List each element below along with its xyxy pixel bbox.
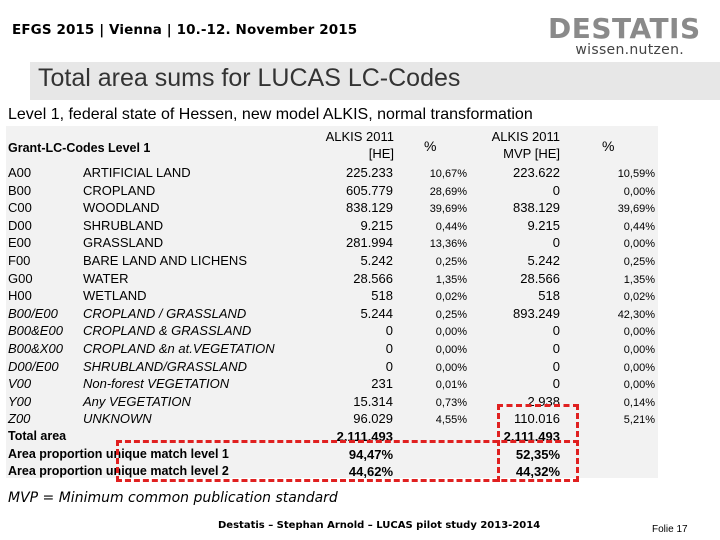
row-mvp-value: 0	[552, 182, 560, 198]
row-mvp-percent: 0,00%	[623, 238, 655, 251]
pct-column-header: %	[424, 138, 437, 154]
row-alkis-value: 518	[371, 288, 393, 304]
row-description: Any VEGETATION	[83, 393, 191, 409]
row-description: UNKNOWN	[83, 411, 152, 427]
summary-label: Area proportion unique match level 1	[8, 446, 229, 461]
highlight-box-mvp	[497, 404, 579, 482]
row-mvp-value: 2.938	[527, 393, 560, 409]
row-code: E00	[8, 235, 32, 251]
row-alkis-percent: 0,44%	[435, 220, 467, 233]
row-code: F00	[8, 253, 31, 268]
row-description: CROPLAND & GRASSLAND	[83, 323, 252, 339]
row-mvp-percent: 5,21%	[623, 414, 655, 427]
row-alkis-value: 5.244	[360, 305, 393, 321]
row-alkis-percent: 0,25%	[435, 308, 467, 321]
row-mvp-value: 518	[538, 288, 560, 304]
row-code: Z00	[8, 411, 31, 427]
summary-alkis-value: 44,62%	[348, 464, 393, 480]
row-description: CROPLAND / GRASSLAND	[83, 305, 247, 321]
row-description: GRASSLAND	[83, 235, 164, 251]
summary-mvp-value: 52,35%	[515, 446, 560, 462]
row-alkis-value: 96.029	[353, 411, 393, 427]
logo-wordmark: DESTATIS	[548, 12, 701, 45]
row-description: WETLAND	[83, 288, 147, 304]
conference-header: EFGS 2015 | Vienna | 10.-12. November 2015	[12, 22, 358, 38]
summary-mvp-value: 2.111.493	[503, 429, 560, 444]
row-mvp-value: 110.016	[513, 411, 560, 427]
row-mvp-percent: 0,00%	[623, 361, 655, 374]
alkis-column-header: ALKIS 2011 [HE]	[325, 129, 394, 161]
row-alkis-percent: 4,55%	[435, 414, 467, 427]
row-mvp-value: 0	[552, 341, 560, 356]
row-description: Non-forest VEGETATION	[83, 376, 230, 392]
row-alkis-percent: 0,02%	[435, 291, 467, 304]
row-alkis-percent: 0,25%	[435, 256, 467, 268]
row-alkis-value: 838.129	[346, 200, 393, 216]
slide-subtitle: Level 1, federal state of Hessen, new model ALKIS, normal transformation	[8, 106, 533, 123]
row-code: D00	[8, 217, 32, 233]
row-alkis-percent: 0,01%	[435, 379, 467, 392]
pct2-column-header: %	[602, 138, 615, 154]
row-alkis-value: 9.215	[360, 217, 393, 233]
row-code: V00	[8, 376, 32, 392]
row-mvp-percent: 0,44%	[623, 220, 655, 233]
summary-alkis-value: 94,47%	[348, 446, 393, 462]
row-mvp-percent: 0,25%	[623, 256, 655, 268]
row-alkis-value: 231	[371, 376, 393, 392]
row-code: H00	[8, 288, 32, 304]
row-code: C00	[8, 200, 32, 216]
row-mvp-percent: 0,14%	[623, 396, 655, 409]
slide-title: Total area sums for LUCAS LC-Codes	[38, 64, 461, 92]
row-alkis-value: 5.242	[360, 253, 393, 268]
row-description: WATER	[83, 270, 129, 286]
row-mvp-value: 838.129	[513, 200, 560, 216]
row-alkis-percent: 28,69%	[429, 185, 467, 198]
row-alkis-percent: 39,69%	[429, 203, 467, 216]
row-alkis-value: 605.779	[346, 182, 393, 198]
row-alkis-percent: 0,00%	[435, 326, 467, 339]
row-description: CROPLAND	[83, 182, 156, 198]
row-mvp-percent: 0,02%	[623, 291, 655, 304]
row-code: B00&E00	[8, 323, 63, 339]
row-mvp-percent: 0,00%	[623, 344, 655, 356]
row-description: BARE LAND AND LICHENS	[83, 253, 247, 268]
row-mvp-value: 893.249	[513, 305, 560, 321]
row-alkis-percent: 0,00%	[435, 344, 467, 356]
row-description: WOODLAND	[83, 200, 160, 216]
row-code: G00	[8, 270, 33, 286]
row-alkis-value: 0	[385, 358, 393, 374]
row-mvp-percent: 10,59%	[617, 168, 655, 180]
row-code: B00	[8, 182, 32, 198]
row-mvp-percent: 0,00%	[623, 326, 655, 339]
row-description: SHRUBLAND/GRASSLAND	[83, 358, 247, 374]
row-alkis-value: 281.994	[346, 235, 393, 251]
row-description: CROPLAND &n at.VEGETATION	[83, 341, 275, 356]
row-mvp-value: 5.242	[527, 253, 560, 268]
row-alkis-value: 0	[385, 341, 393, 356]
row-mvp-value: 0	[552, 235, 560, 251]
row-code: B00/E00	[8, 305, 58, 321]
footer-credit: Destatis – Stephan Arnold – LUCAS pilot study 2013-2014	[218, 520, 541, 531]
row-alkis-value: 28.566	[353, 270, 393, 286]
row-mvp-value: 223.622	[513, 165, 560, 180]
row-mvp-value: 0	[552, 376, 560, 392]
row-alkis-percent: 1,35%	[435, 273, 467, 286]
row-description: ARTIFICIAL LAND	[83, 165, 191, 180]
row-mvp-percent: 42,30%	[617, 308, 655, 321]
row-code: A00	[8, 165, 32, 180]
mvp-column-header: ALKIS 2011 MVP [HE]	[491, 129, 560, 161]
logo-tagline: wissen.nutzen.	[575, 42, 684, 58]
code-column-header: Grant-LC-Codes Level 1	[8, 141, 151, 155]
row-alkis-value: 15.314	[353, 393, 393, 409]
row-description: SHRUBLAND	[83, 217, 164, 233]
summary-label: Area proportion unique match level 2	[8, 464, 229, 479]
row-mvp-value: 0	[552, 323, 560, 339]
summary-mvp-value: 44,32%	[515, 464, 560, 480]
footnote: MVP = Minimum common publication standard	[8, 490, 338, 506]
summary-alkis-value: 2.111.493	[336, 429, 393, 444]
row-alkis-value: 0	[385, 323, 393, 339]
row-alkis-value: 225.233	[346, 165, 393, 180]
row-mvp-value: 28.566	[520, 270, 560, 286]
summary-label: Total area	[8, 429, 67, 443]
row-alkis-percent: 10,67%	[429, 168, 467, 180]
row-mvp-percent: 0,00%	[623, 185, 655, 198]
row-mvp-value: 9.215	[527, 217, 560, 233]
row-alkis-percent: 0,73%	[435, 396, 467, 409]
row-code: B00&X00	[8, 341, 63, 356]
row-mvp-value: 0	[552, 358, 560, 374]
row-mvp-percent: 0,00%	[623, 379, 655, 392]
row-mvp-percent: 1,35%	[623, 273, 655, 286]
slide-number: Folie 17	[652, 524, 688, 535]
row-code: Y00	[8, 393, 32, 409]
destatis-logo	[548, 14, 708, 56]
row-alkis-percent: 13,36%	[429, 238, 467, 251]
row-mvp-percent: 39,69%	[617, 203, 655, 216]
row-alkis-percent: 0,00%	[435, 361, 467, 374]
row-code: D00/E00	[8, 358, 59, 374]
